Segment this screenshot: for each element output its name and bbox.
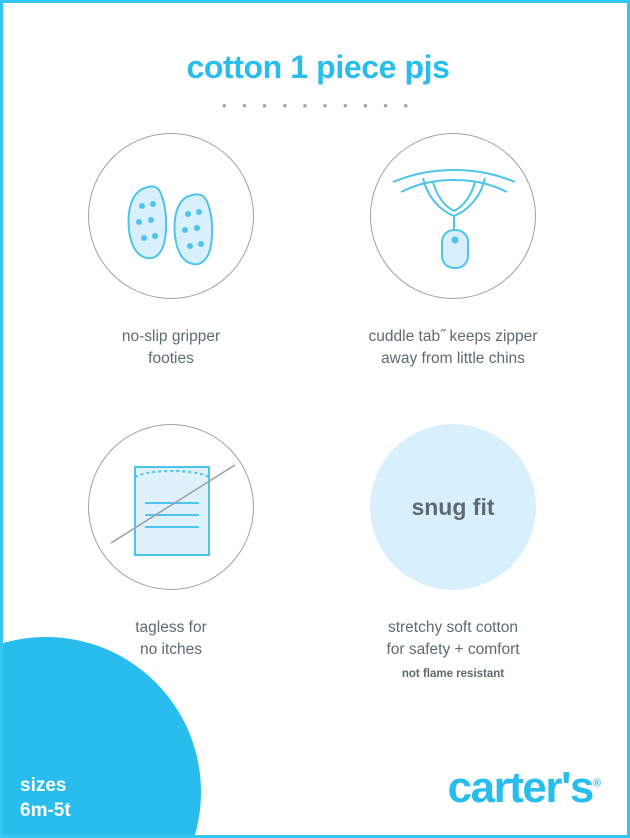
caption-line-1: stretchy soft cotton (387, 619, 519, 636)
brand-name: carter's (447, 763, 593, 812)
caption-line-1: cuddle tab˝ keeps zipper (368, 328, 538, 345)
snug-fit-icon (370, 424, 536, 590)
caption-line-2: for safety + comfort (386, 641, 520, 658)
dot-divider: • • • • • • • • • • (221, 98, 415, 113)
feature-circle (88, 133, 254, 299)
icon-circle-wrap (21, 424, 321, 599)
icon-circle-wrap (303, 133, 603, 308)
cuddle-tab-zipper-icon (371, 287, 536, 299)
icon-circle-wrap (303, 424, 603, 599)
gripper-footies-icon (89, 287, 254, 299)
brand-logo (448, 763, 601, 813)
caption-line-2: footies (148, 350, 194, 367)
sizes-block (20, 773, 71, 823)
feature-circle (370, 133, 536, 299)
page-title: cotton 1 piece pjs (186, 49, 450, 85)
feature-caption (21, 326, 321, 370)
feature-circle (88, 424, 254, 590)
feature-caption (303, 617, 603, 661)
feature-subcaption: not flame resistant (401, 668, 505, 680)
sizes-value: 6m-5t (20, 800, 71, 821)
brand-trademark: ® (592, 777, 601, 790)
caption-line-2: no itches (139, 641, 203, 658)
feature-no-slip-gripper-footies (21, 133, 321, 370)
caption-line-2: away from little chins (381, 350, 525, 367)
feature-tagless (21, 424, 321, 661)
caption-line-1: no-slip gripper (121, 328, 221, 345)
sizes-label: sizes (20, 775, 67, 796)
icon-circle-wrap (21, 133, 321, 308)
caption-line-1: tagless for (135, 619, 207, 636)
feature-cuddle-tab (303, 133, 603, 370)
snug-fit-badge-label: snug fit (411, 493, 495, 520)
feature-snug-fit (303, 424, 603, 680)
feature-caption (303, 326, 603, 370)
tagless-label-icon (89, 578, 254, 590)
